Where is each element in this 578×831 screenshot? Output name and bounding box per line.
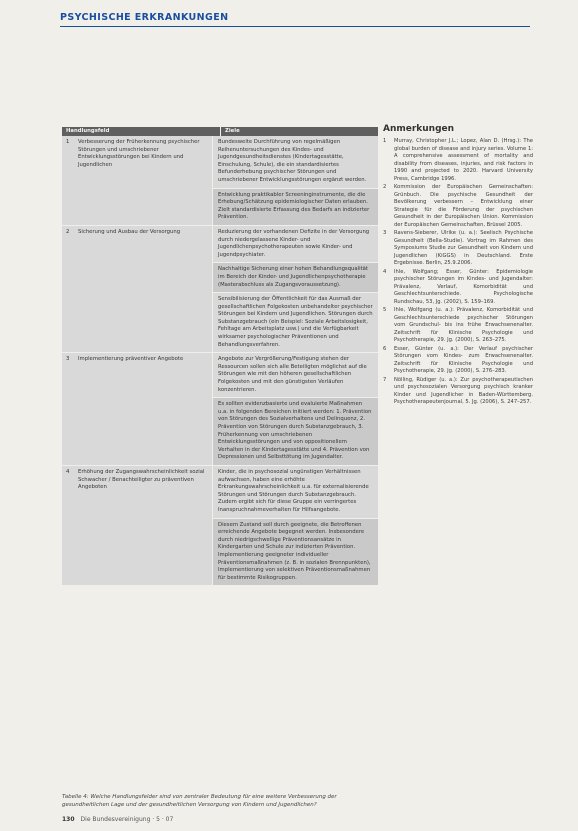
row-number: 3 — [66, 356, 70, 363]
table-row — [62, 226, 378, 353]
note-number: 7 — [383, 376, 387, 383]
goals-cell — [212, 466, 378, 586]
field-text: Verbesserung der Früherkennung psychischer Störungen und umschriebener Entwicklungsstörungen bei Kindern und Jugendlichen — [78, 139, 200, 168]
note-number: 1 — [383, 138, 387, 144]
running-header — [60, 12, 530, 27]
goal-text: Angebote zur Vergrößerung/Festigung stehen der Ressourcen sollen sich alle Beteiligten möglichst auf die Störungen wie mit den höheren gesellschaftlichen Folgekosten und mit den günstigsten Verläufen konzentrieren. — [213, 353, 378, 398]
note-number: 5 — [383, 307, 387, 313]
row-number: 2 — [66, 228, 70, 235]
table-row — [62, 136, 378, 226]
note-text: Ihle, Wolfgang (u. a.): Prävalenz, Komorbidität und Geschlechtsunterschiede psychischer Störungen vom Grundschul- bis ins frühe Erwachsenenalter. Zeitschrift für Klinische Psychologie und Psychotherapie, 29. Jg. (2000), S. 263–275. — [394, 307, 533, 343]
header-rule — [60, 26, 530, 27]
goal-text: Reduzierung der vorhandenen Defizite in der Versorgung durch niedergelassene Kinder- und Jugendlichenpsychotherapeuten sowie Kinder- und Jugendpsychiater. — [213, 226, 378, 263]
column-header-goals: Ziele — [220, 127, 378, 136]
goal-text: Es sollten evidenzbasierte und evaluierte Maßnahmen u.a. in folgenden Bereichen initiiert werden: 1. Prävention von Störungen des Sozialverhaltens und Delinquenz, 2. Prävention von Störungen durch Substanzgebrauch, 3. Früherkennung von umschriebenen Entwicklungsstörungen und von oppositionellem Verhalten in der Kindertagesstätte und 4. Prävention von Depressionen und Selbsttötung im Jugendalter. — [213, 398, 378, 466]
goals-cell — [212, 353, 378, 466]
note-number: 3 — [383, 230, 387, 236]
field-text: Sicherung und Ausbau der Versorgung — [78, 228, 181, 235]
note-item — [383, 377, 533, 407]
goal-text: Nachhaltige Sicherung einer hohen Behandlungsqualität im Bereich der Kinder- und Jugendlichenpsychotherapie (Masterabschluss als Zugangsvoraussetzung). — [213, 263, 378, 293]
note-number: 6 — [383, 345, 387, 352]
goal-text: Diesem Zustand soll durch geeignete, die Betroffenen erreichende Angebote begegnet werden. Insbesondere durch niedrigschwellige Präventionsansätze in Kindergarten und Schule zur indizierten Prävention. Implementierung geeigneter individueller Präventionsmaßnahmen (z. B. in sozialen Brennpunkten), Implementierung von selektiven Präventionsmaßnahmen für bestimmte Risikogruppen. — [213, 519, 378, 587]
note-number: 4 — [383, 268, 387, 275]
page-footer — [62, 816, 173, 823]
field-cell — [62, 353, 212, 466]
note-item — [383, 346, 533, 376]
field-cell — [62, 226, 212, 353]
table-caption: Tabelle 4: Welche Handlungsfelder sind von zentraler Bedeutung für eine weitere Verbesserung der gesundheitlichen Lage und der gesundheitlichen Versorgung von Kindern und Jugendlichen? — [62, 794, 337, 808]
goal-text: Bundesweite Durchführung von regelmäßigen Reihenuntersuchungen des Kindes- und Jugendgesundheitsdienstes (Kindertagesstätte, Einschulung, Schule), die ein standardisiertes Befunderhebung psychischer Störungen und umschriebener Entwicklungsstörungen ergänzt werden. — [213, 136, 378, 189]
note-text: Murray, Christopher J.L.; Lopez, Alan D. (Hrsg.): The global burden of disease and injury series. Volume 1: A comprehensive assessment of mortality and disability from diseases, injuries, and risk factors in 1990 and projected to 2020. Harvard University Press, Cambridge 1996. — [394, 138, 533, 182]
goals-cell — [212, 226, 378, 353]
note-item — [383, 269, 533, 307]
note-text: Ravens-Sieberer, Ulrike (u. a.): Seelisch Psychische Gesundheit (Bella-Studie). Vortrag im Rahmen des Symposiums Studie zur Gesundheit von Kindern und Jugendlichen (KiGGS) in Deutschland. Erste Ergebnisse. Berlin, 25.9.2006. — [394, 230, 533, 266]
field-cell — [62, 136, 212, 226]
goal-text: Sensibilisierung der Öffentlichkeit für das Ausmaß der gesellschaftlichen Folgekosten unbehandelter psychischer Störungen bei Kindern und Jugendlichen. Störungen durch Substanzgebrauch (ein Beispiel: Soziale Arbeitslosigkeit, Fehltage am Arbeitsplatz usw.) und die Verfügbarkeit wirksamer psychologischer Präventionen und Behandlungsverfahren. — [213, 293, 378, 353]
table-header — [62, 127, 378, 136]
action-fields-table — [62, 127, 378, 586]
table-row — [62, 353, 378, 466]
field-cell — [62, 466, 212, 586]
note-number: 2 — [383, 184, 387, 190]
note-text: Ihle, Wolfgang; Esser, Günter: Epidemiologie psychischer Störungen im Kindes- und Jugendalter: Prävalenz, Verlauf, Komorbidität und Geschlechtsunterschiede. Psychologische Rundschau, 53, Jg. (2002), S. 159–169. — [394, 268, 533, 305]
journal-name: Die Bundesvereinigung · 5 · 07 — [80, 816, 174, 823]
note-item — [383, 230, 533, 268]
table-row — [62, 466, 378, 586]
goals-cell — [212, 136, 378, 226]
field-text: Implementierung präventiver Angebote — [78, 356, 184, 363]
section-title: PSYCHISCHE ERKRANKUNGEN — [60, 12, 229, 23]
row-number: 1 — [66, 139, 70, 145]
page-number: 130 — [62, 816, 75, 823]
notes-column — [383, 124, 533, 408]
goal-text: Kinder, die in psychosozial ungünstigen Verhältnissen aufwachsen, haben eine erhöhte Erkrankungswahrscheinlichkeit u.a. für externalisierende Störungen und Störungen durch Substanzgebrauch. Zudem ergibt sich für diese Gruppe ein verringertes Inanspruchnahmeverhalten für Hilfsangebote. — [213, 466, 378, 519]
field-text: Erhöhung der Zugangswahrscheinlichkeit sozial Schwacher / Benachteiligter zu präventiven Angeboten — [78, 468, 205, 491]
note-text: Esser, Günter (u. a.): Der Verlauf psychischer Störungen vom Kindes- zum Erwachsenenalter. Zeitschrift für Klinische Psychologie und Psychotherapie, 29. Jg. (2000), S. 276–283. — [394, 345, 533, 374]
notes-title: Anmerkungen — [383, 124, 455, 134]
note-item — [383, 307, 533, 345]
note-text: Nölling, Rüdiger (u. a.): Zur psychotherapeutischen und psychosozialen Versorgung psychisch kranker Kinder und Jugendlicher in Baden-Württemberg. Psychotherapeutenjournal, 5. Jg. (2006), S. 247–257. — [394, 376, 533, 405]
column-header-field: Handlungsfeld — [66, 128, 110, 134]
goal-text: Entwicklung praktikabler Screeninginstrumente, die die Erhebung/Schätzung epidemiologischer Daten erlauben. Zielt standardisierte Erfassung des Bedarfs an indizierter Prävention. — [213, 189, 378, 226]
row-number: 4 — [66, 468, 70, 475]
note-text: Kommission der Europäischen Gemeinschaften: Grünbuch. Die psychische Gesundheit der Bevölkerung verbessern – Entwicklung einer Strategie für die Förderung der psychischen Gesundheit in der Europäischen Union. Kommission der Europäischen Gemeinschaften, Brüssel 2005. — [394, 184, 533, 228]
note-item — [383, 184, 533, 229]
note-item — [383, 138, 533, 183]
